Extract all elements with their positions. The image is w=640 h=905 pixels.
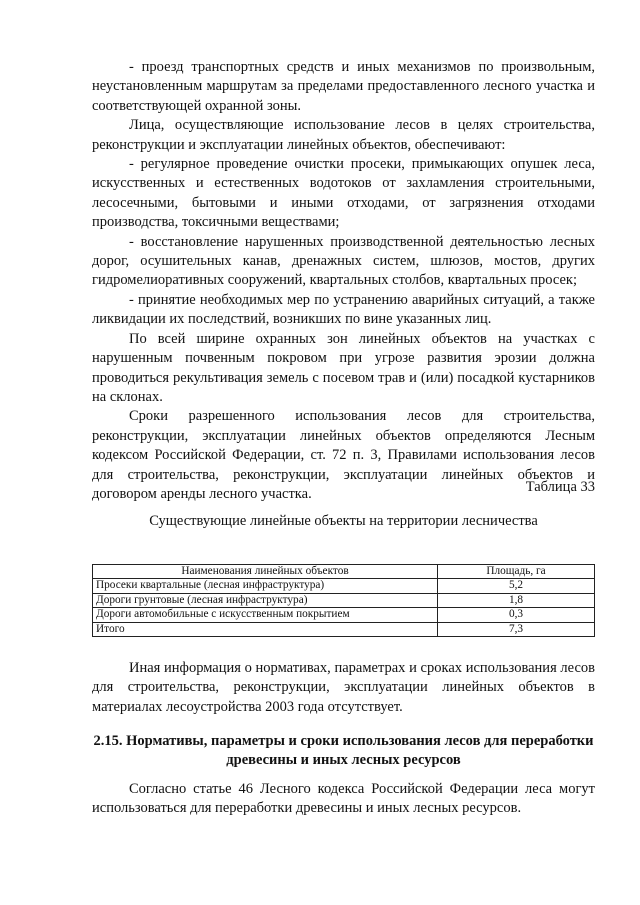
column-header-name: Наименования линейных объектов [93, 565, 438, 579]
row-name: Просеки квартальные (лесная инфраструктура) [93, 579, 438, 593]
table-row [93, 608, 595, 622]
table-header-row [93, 565, 595, 579]
table-total-row [93, 622, 595, 636]
table-caption: Существующие линейные объекты на территории лесничества [149, 513, 538, 529]
after-table-text [92, 659, 595, 717]
paragraph-responsible-persons: Лица, осуществляющие использование лесов в целях строительства, реконструкции и эксплуатации линейных объектов, обеспечивают: [92, 117, 595, 153]
linear-objects-table [92, 564, 595, 637]
table-row [93, 579, 595, 593]
paragraph-recultivation: По всей ширине охранных зон линейных объектов на участках с нарушенным почвенным покровом при угрозе развития эрозии должна проводиться рекультивация земель с посевом трав и (или) посадкой кустарников на склонах. [92, 330, 595, 405]
section-heading: 2.15. Нормативы, параметры и сроки использования лесов для переработки древесины и иных лесных ресурсов [93, 733, 594, 768]
paragraph-clearing: - регулярное проведение очистки просеки, примыкающих опушек леса, искусственных и естественных водотоков от захламления строительными, лесосечными, бытовыми и иными отходами, от загрязнения отходами производства, токсичными веществами; [92, 156, 595, 231]
paragraph-article-46: Согласно статье 46 Лесного кодекса Российской Федерации леса могут использоваться для переработки древесины и иных лесных ресурсов. [92, 781, 595, 817]
paragraph-emergency: - принятие необходимых мер по устранению аварийных ситуаций, а также ликвидации их последствий, возникших по вине указанных лиц. [92, 291, 595, 328]
row-name: Дороги грунтовые (лесная инфраструктура) [93, 593, 438, 607]
paragraph-other-info: Иная информация о нормативах, параметрах и сроках использования лесов для строительства, реконструкции, эксплуатации линейных объектов в материалах лесоустройства 2003 года отсутствует. [92, 660, 595, 715]
row-area: 7,3 [438, 622, 595, 636]
column-header-area: Площадь, га [438, 565, 595, 579]
paragraph-terms: Сроки разрешенного использования лесов для строительства, реконструкции, эксплуатации линейных объектов определяются Лесным кодексом Российской Федерации, ст. 72 п. 3, Правилами использования лесов для строительства, реконструкции, эксплуатации линейных объектов и договором аренды лесного участка. [92, 408, 595, 502]
row-area: 0,3 [438, 608, 595, 622]
table-row [93, 593, 595, 607]
row-area: 1,8 [438, 593, 595, 607]
row-name: Дороги автомобильные с искусственным покрытием [93, 608, 438, 622]
final-text [92, 780, 595, 819]
row-name: Итого [93, 622, 438, 636]
body-text [92, 58, 595, 504]
paragraph-restoration: - восстановление нарушенных производственной деятельностью лесных дорог, осушительных канав, дренажных систем, шлюзов, мостов, других гидромелиоративных сооружений, квартальных столбов, квартальных просек; [92, 233, 595, 289]
table-number: Таблица 33 [525, 479, 595, 495]
paragraph-vehicle-passage: - проезд транспортных средств и иных механизмов по произвольным, неустановленным маршрутам за пределами предоставленного лесного участка и соответствующей охранной зоны. [92, 59, 595, 114]
row-area: 5,2 [438, 579, 595, 593]
